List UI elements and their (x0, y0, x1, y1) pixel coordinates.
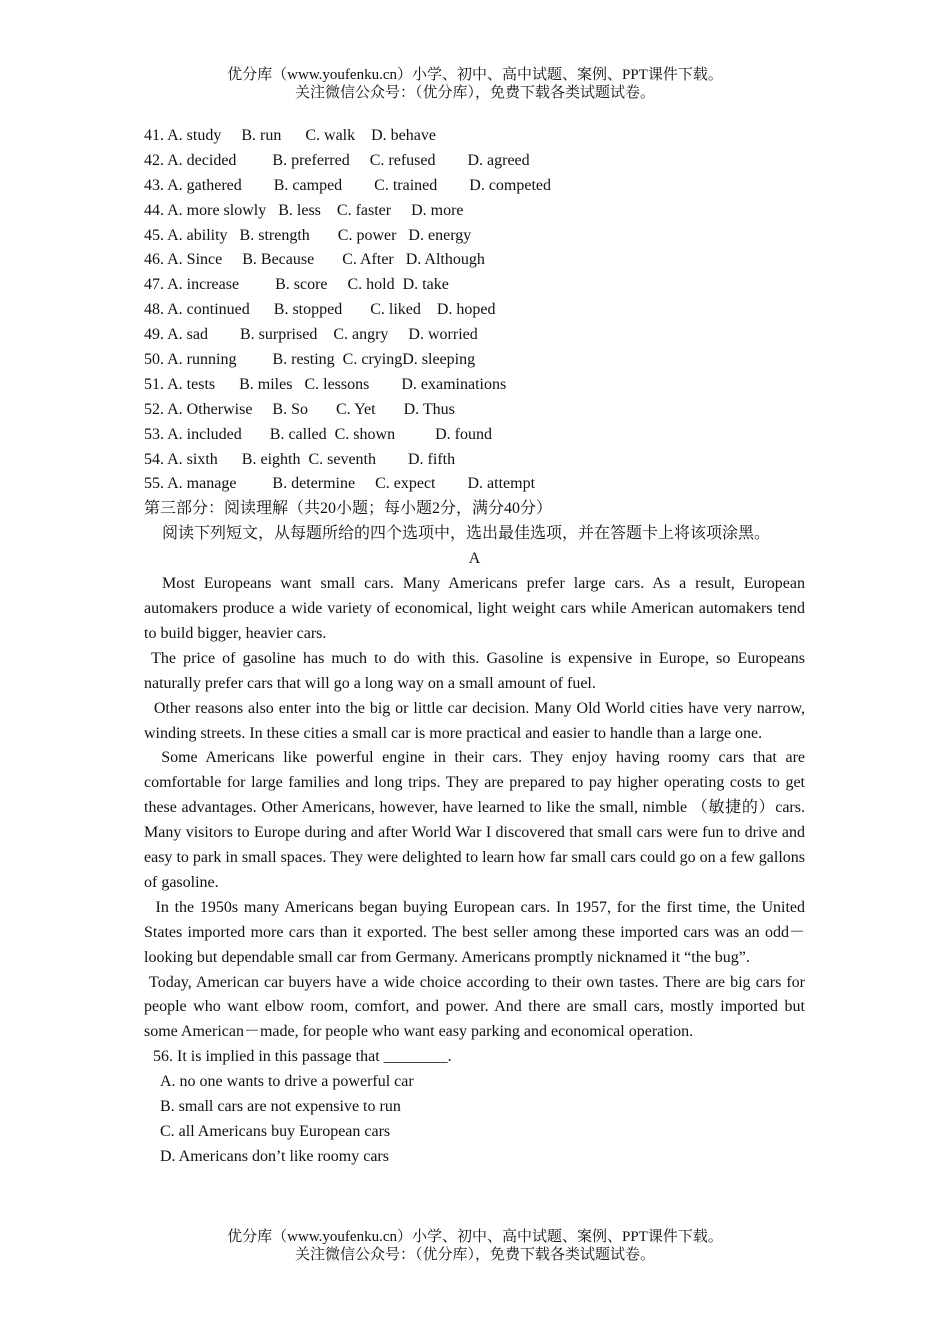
cloze-option-row-48: 48. A. continued B. stopped C. liked D. hoped (144, 301, 496, 319)
page-header (0, 66, 950, 102)
passage-paragraph: Some Americans like powerful engine in their cars. They enjoy having roomy cars that are comfortable for large families and long trips. They are prepared to pay higher operating costs to get these advantages. Other Americans, however, have learned to like the small, nimble （敏捷的）cars. Many visitors to Europe during and after World War I discovered that small cars were fun to drive and easy to park in small spaces. They were delighted to learn how far small cars could go on a few gallons of gasoline. (144, 749, 809, 891)
question-56-option-a: A. no one wants to drive a powerful car (160, 1073, 414, 1091)
question-56-option-d: D. Americans don’t like roomy cars (160, 1147, 389, 1165)
passage-paragraph: Most Europeans want small cars. Many Americans prefer large cars. As a result, European automakers produce a wide variety of economical, light weight cars while American automakers tend to build bigger, heavier cars. (144, 575, 810, 642)
cloze-option-row-49: 49. A. sad B. surprised C. angry D. worried (144, 326, 478, 344)
cloze-option-row-47: 47. A. increase B. score C. hold D. take (144, 276, 449, 294)
passage-paragraph: Today, American car buyers have a wide choice according to their own tastes. There are big cars for people who want elbow room, comfort, and power. And there are small cars, mostly imported but some American－made, for people who want easy parking and economical operation. (144, 973, 810, 1041)
cloze-option-row-45: 45. A. ability B. strength C. power D. energy (144, 226, 472, 244)
exam-content (144, 124, 810, 1170)
cloze-option-row-53: 53. A. included B. called C. shown D. found (144, 425, 492, 443)
section-3-title: 第三部分：阅读理解（共20小题；每小题2分，满分40分） (144, 500, 553, 518)
question-56 (144, 1045, 805, 1170)
question-56-stem: 56. It is implied in this passage that ________. (153, 1048, 452, 1066)
header-line-2: 关注微信公众号：（优分库），免费下载各类试题试卷。 (294, 85, 655, 101)
page-footer (0, 1228, 950, 1264)
cloze-option-row-42: 42. A. decided B. preferred C. refused D. agreed (144, 151, 530, 169)
cloze-options-list (144, 124, 805, 497)
cloze-option-row-54: 54. A. sixth B. eighth C. seventh D. fifth (144, 450, 456, 468)
passage-paragraph: Other reasons also enter into the big or little car decision. Many Old World cities have very narrow, winding streets. In these cities a small car is more practical and easier to handle than a large one. (144, 699, 810, 742)
passage-paragraph: The price of gasoline has much to do with this. Gasoline is expensive in Europe, so Europeans naturally prefer cars that will go a long way on a small amount of fuel. (144, 649, 810, 692)
cloze-option-row-52: 52. A. Otherwise B. So C. Yet D. Thus (144, 400, 455, 418)
cloze-option-row-46: 46. A. Since B. Because C. After D. Although (144, 251, 485, 269)
cloze-option-row-41: 41. A. study B. run C. walk D. behave (144, 127, 436, 144)
passage-paragraph: In the 1950s many Americans began buying European cars. In 1957, for the first time, the United States imported more cars than it exported. The best seller among these imported cars was an odd－looking but dependable small car from Germany. Americans promptly nicknamed it “the bug”. (144, 898, 810, 966)
cloze-option-row-44: 44. A. more slowly B. less C. faster D. more (144, 201, 464, 219)
cloze-option-row-55: 55. A. manage B. determine C. expect D. attempt (144, 475, 536, 493)
cloze-option-row-43: 43. A. gathered B. camped C. trained D. competed (144, 176, 552, 194)
footer-line-2: 关注微信公众号：（优分库），免费下载各类试题试卷。 (294, 1247, 655, 1263)
question-56-option-c: C. all Americans buy European cars (160, 1123, 391, 1141)
reading-passage (144, 572, 810, 1045)
cloze-option-row-50: 50. A. running B. resting C. cryingD. sleeping (144, 351, 476, 369)
header-line-1: 优分库（www.youfenku.cn）小学、初中、高中试题、案例、PPT课件下载。 (227, 67, 723, 83)
cloze-option-row-51: 51. A. tests B. miles C. lessons D. examinations (144, 375, 507, 393)
footer-line-1: 优分库（www.youfenku.cn）小学、初中、高中试题、案例、PPT课件下载。 (227, 1229, 723, 1245)
section-3-instruction: 阅读下列短文，从每题所给的四个选项中，选出最佳选项，并在答题卡上将该项涂黑。 (162, 525, 771, 543)
passage-label: A (468, 550, 481, 568)
question-56-option-b: B. small cars are not expensive to run (160, 1098, 401, 1116)
